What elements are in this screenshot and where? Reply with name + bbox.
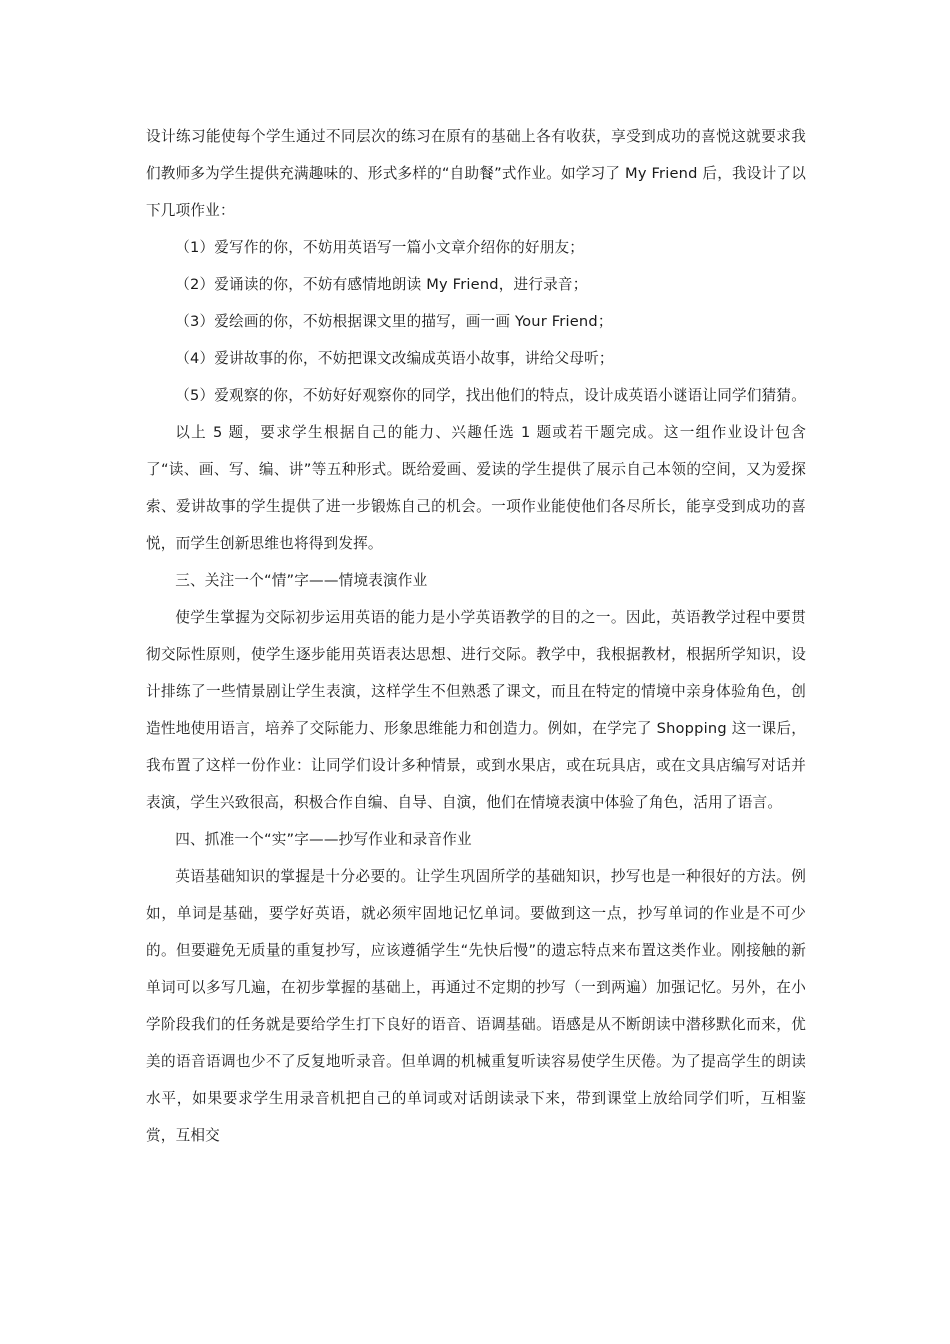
paragraph-situational: 使学生掌握为交际初步运用英语的能力是小学英语教学的目的之一。因此，英语教学过程中要贯彻交际性原则，使学生逐步能用英语表达思想、进行交际。教学中，我根据教材，根据所学知识，设计排练了一些情景剧让学生表演，这样学生不但熟悉了课文，而且在特定的情境中亲身体验角色，创造性地使用语言，培养了交际能力、形象思维能力和创造力。例如，在学完了 Shopping 这一课后，我布置了这样一份作业：让同学们设计多种情景，或到水果店，或在玩具店，或在文具店编写对话并表演，学生兴致很高，积极合作自编、自导、自演，他们在情境表演中体验了角色，活用了语言。 bbox=[146, 609, 806, 811]
list-item-1: （1）爱写作的你，不妨用英语写一篇小文章介绍你的好朋友； bbox=[175, 239, 585, 256]
list-item-5: （5）爱观察的你，不妨好好观察你的同学，找出他们的特点，设计成英语小谜语让同学们猜猜。 bbox=[175, 387, 807, 404]
list-item-3: （3）爱绘画的你，不妨根据课文里的描写，画一画 Your Friend； bbox=[175, 313, 613, 330]
section-heading-4: 四、抓准一个“实”字——抄写作业和录音作业 bbox=[175, 831, 472, 848]
list-item-4: （4）爱讲故事的你，不妨把课文改编成英语小故事，讲给父母听； bbox=[175, 350, 614, 367]
paragraph-summary: 以上 5 题，要求学生根据自己的能力、兴趣任选 1 题或若干题完成。这一组作业设计包含了“读、画、写、编、讲”等五种形式。既给爱画、爱读的学生提供了展示自己本领的空间，又为爱探索、爱讲故事的学生提供了进一步锻炼自己的机会。一项作业能使他们各尽所长，能享受到成功的喜悦，而学生创新思维也将得到发挥。 bbox=[146, 424, 806, 552]
body-text bbox=[146, 118, 806, 1154]
section-heading-3: 三、关注一个“情”字——情境表演作业 bbox=[175, 572, 428, 589]
paragraph-intro: 设计练习能使每个学生通过不同层次的练习在原有的基础上各有收获，享受到成功的喜悦这就要求我们教师多为学生提供充满趣味的、形式多样的“自助餐”式作业。如学习了 My Friend 后，我设计了以下几项作业： bbox=[146, 128, 806, 219]
paragraph-copying: 英语基础知识的掌握是十分必要的。让学生巩固所学的基础知识，抄写也是一种很好的方法。例如，单词是基础，要学好英语，就必须牢固地记忆单词。要做到这一点，抄写单词的作业是不可少的。但要避免无质量的重复抄写，应该遵循学生“先快后慢”的遗忘特点来布置这类作业。刚接触的新单词可以多写几遍，在初步掌握的基础上，再通过不定期的抄写（一到两遍）加强记忆。另外，在小学阶段我们的任务就是要给学生打下良好的语音、语调基础。语感是从不断朗读中潜移默化而来，优美的语音语调也少不了反复地听录音。但单调的机械重复听读容易使学生厌倦。为了提高学生的朗读水平，如果要求学生用录音机把自己的单词或对话朗读录下来，带到课堂上放给同学们听，互相鉴赏，互相交 bbox=[146, 868, 806, 1144]
list-item-2: （2）爱诵读的你，不妨有感情地朗读 My Friend，进行录音； bbox=[175, 276, 588, 293]
